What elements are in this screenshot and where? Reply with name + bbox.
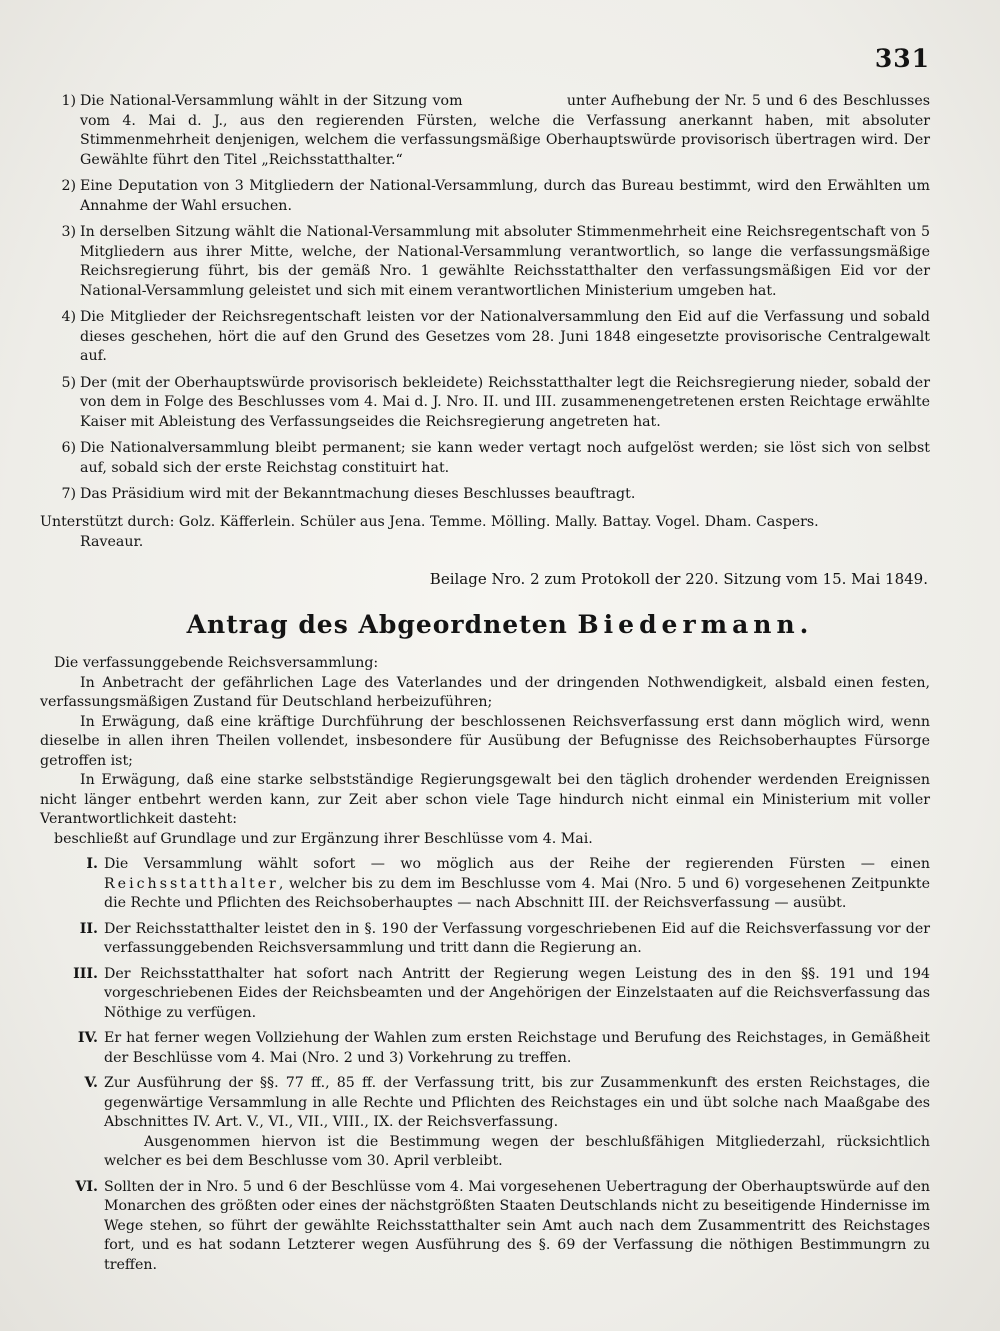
motion-point: [40, 1178, 930, 1276]
item-number: 6): [61, 440, 76, 456]
appendix-reference: Beilage Nro. 2 zum Protokoll der 220. Sitzung vom 15. Mai 1849.: [429, 570, 928, 588]
list-item: [40, 177, 930, 216]
item-number: 5): [61, 374, 76, 391]
point-text: Der Reichsstatthalter leistet den in §. 190 der Verfassung vorgeschriebenen Eid auf die Reichsverfassung vor der verfassunggebenden Reichsversammlung und tritt dann die Regierung an.: [104, 920, 930, 956]
motion-paragraph: In Erwägung, daß eine kräftige Durchführung der beschlossenen Reichsverfassung erst dann möglich wird, wenn dieselbe in allen ihren Theilen vollendet, insbesondere für Ausübung der Befugnisse des Reichsoberhauptes Fürsorge getroffen ist;: [40, 713, 930, 769]
list-item: [40, 223, 930, 301]
point-number: III.: [73, 965, 98, 982]
point-number: VI.: [75, 1178, 98, 1195]
point-text: Der Reichsstatthalter hat sofort nach Antritt der Regierung wegen Leistung des in den §§. 191 und 194 vorgeschriebenen Eides der Reichsbeamten und der Angehörigen der Einzelstaaten auf die Reichsverfassung das Nöthige zu verfügen.: [104, 965, 930, 1021]
item-text: Die Mitglieder der Reichsregentschaft leisten vor der Nationalversammlung den Eid auf die Verfassung und sobald dieses geschehen, hört die auf den Grund des Gesetzes vom 28. Juni 1848 eingesetzte provisorische Centralgewalt auf.: [80, 309, 930, 364]
item-number: 4): [61, 309, 76, 325]
point-text: Zur Ausführung der §§. 77 ff., 85 ff. der Verfassung tritt, bis zur Zusammenkunft des ersten Reichstages, die gegenwärtige Versammlung in alle Rechte und Pflichten des Reichstages ein und übt solche nach Maaßgabe des Abschnittes IV. Art. V., VI., VII., VIII., IX. der Reichsverfassung.: [104, 1075, 930, 1130]
motion-opening: Die verfassunggebende Reichsversammlung:: [54, 655, 379, 671]
list-item: [40, 92, 935, 170]
point-number: V.: [84, 1075, 98, 1091]
page-number: 331: [874, 44, 930, 73]
point-number: IV.: [77, 1030, 98, 1046]
item-text: In derselben Sitzung wählt die National-Versammlung mit absoluter Stimmenmehrheit eine Reichsregentschaft von 5 Mitgliedern aus ihrer Mitte, welche, der National-Versammlung verantwortlich, so lange die verfassungsmäßige Reichsregierung führt, bis der gemäß Nro. 1 gewählte Reichsstatthalter den verfassungsmäßigen Eid vor der National-Versammlung geleistet und sich mit einem verantwortlichen Ministerium umgeben hat.: [80, 224, 930, 299]
motion-point: [40, 855, 930, 914]
point-number: I.: [86, 856, 98, 872]
motion-heading: [0, 610, 1000, 639]
motion-point: [40, 1029, 930, 1068]
item-number: 1): [61, 93, 76, 109]
heading-main: Antrag des Abgeordneten: [186, 610, 568, 639]
supporters-line: Unterstützt durch: Golz. Käfferlein. Schüler aus Jena. Temme. Mölling. Mally. Battay. Vogel. Dham. Caspers.: [40, 514, 819, 530]
point-text: Die Versammlung wählt sofort — wo möglich aus der Reihe der regierenden Fürsten — einen: [104, 856, 930, 872]
motion-point-subparagraph: Ausgenommen hiervon ist die Bestimmung wegen der beschlußfähigen Mitgliederzahl, rücksichtlich welcher es bei dem Beschlusse vom 30. April verbleibt.: [104, 1133, 930, 1169]
item-number: 2): [61, 178, 76, 194]
list-item: [40, 308, 930, 367]
motion-point: [40, 1074, 930, 1133]
resolution-items: [40, 92, 935, 505]
motion-point: [40, 965, 930, 1024]
supporters: [40, 512, 930, 552]
motion-paragraph: In Anbetracht der gefährlichen Lage des Vaterlandes und der dringenden Nothwendigkeit, alsbald einen festen, verfassungsmäßigen Zustand für Deutschland herbeizuführen;: [40, 674, 930, 710]
point-text: , welcher bis zu dem im Beschlusse vom 4. Mai (Nro. 5 und 6) vorgesehenen Zeitpunkte die Rechte und Pflichten des Reichsoberhauptes — nach Abschnitt III. der Reichsverfassung — ausübt.: [104, 875, 930, 911]
item-number: 3): [61, 224, 76, 240]
list-item: [40, 374, 930, 433]
item-text: Der (mit der Oberhauptswürde provisorisch bekleidete) Reichsstatthalter legt die Reichsregierung nieder, sobald der von dem in Folge des Beschlusses vom 4. Mai d. J. Nro. II. und III. zusammenengetretenen ersten Reichtage erwählte Kaiser mit Ableistung des Verfassungseides die Reichsregierung angetreten hat.: [80, 374, 930, 430]
motion-resolves: beschließt auf Grundlage und zur Ergänzung ihrer Beschlüsse vom 4. Mai.: [54, 830, 593, 847]
list-item: [40, 439, 930, 478]
motion-paragraph: In Erwägung, daß eine starke selbstständige Regierungsgewalt bei den täglich drohender werdenden Ereignissen nicht länger entbehrt werden kann, zur Zeit aber schon viele Tage hindurch nicht einmal ein Ministerium mit voller Verantwortlichkeit dasteht:: [40, 772, 930, 827]
list-item: [40, 485, 930, 505]
point-text: Sollten der in Nro. 5 und 6 der Beschlüsse vom 4. Mai vorgesehenen Uebertragung der Oberhauptswürde auf den Monarchen des größten oder eines der nächstgrößten Staaten Deutschlands nicht zu beseitigende Hindernisse im Wege stehen, so führt der gewählte Reichsstatthalter sein Amt auch nach dem Zusammentritt des Reichstages fort, und es hat sodann Letzterer wegen Ausführung des §. 69 der Verfassung die nöthigen Bestimmungrn zu treffen.: [104, 1178, 930, 1273]
heading-name: Biedermann.: [577, 610, 814, 639]
point-text: Er hat ferner wegen Vollziehung der Wahlen zum ersten Reichstage und Berufung des Reichstages, in Gemäßheit der Beschlüsse vom 4. Mai (Nro. 2 und 3) Vorkehrung zu treffen.: [104, 1030, 930, 1066]
point-number: II.: [79, 920, 98, 937]
item-number: 7): [61, 486, 76, 502]
motion-point: [40, 920, 930, 959]
supporters-line-cont: Raveaur.: [80, 534, 144, 550]
motion-body: [40, 654, 930, 1275]
point-emphasis: Reichsstatthalter: [104, 875, 279, 892]
item-text: Eine Deputation von 3 Mitgliedern der National-Versammlung, durch das Bureau bestimmt, wird den Erwählten um Annahme der Wahl ersuchen.: [80, 178, 930, 214]
item-text: Die Nationalversammlung bleibt permanent; sie kann weder vertagt noch aufgelöst werden; sie löst sich von selbst auf, sobald sich der erste Reichstag constituirt hat.: [80, 440, 930, 476]
item-text: Das Präsidium wird mit der Bekanntmachung dieses Beschlusses beauftragt.: [80, 486, 636, 502]
item-text: Die National-Versammlung wählt in der Sitzung vom unter Aufhebung der Nr. 5 und 6 des Beschlusses vom 4. Mai d. J., aus den regierenden Fürsten, welche die Verfassung anerkannt haben, mit absoluter Stimmenmehrheit denjenigen, welchem die verfassungsmäßige Oberhauptswürde provisorisch übertragen wird. Der Gewählte führt den Titel „Reichsstatthalter.“: [80, 93, 935, 168]
